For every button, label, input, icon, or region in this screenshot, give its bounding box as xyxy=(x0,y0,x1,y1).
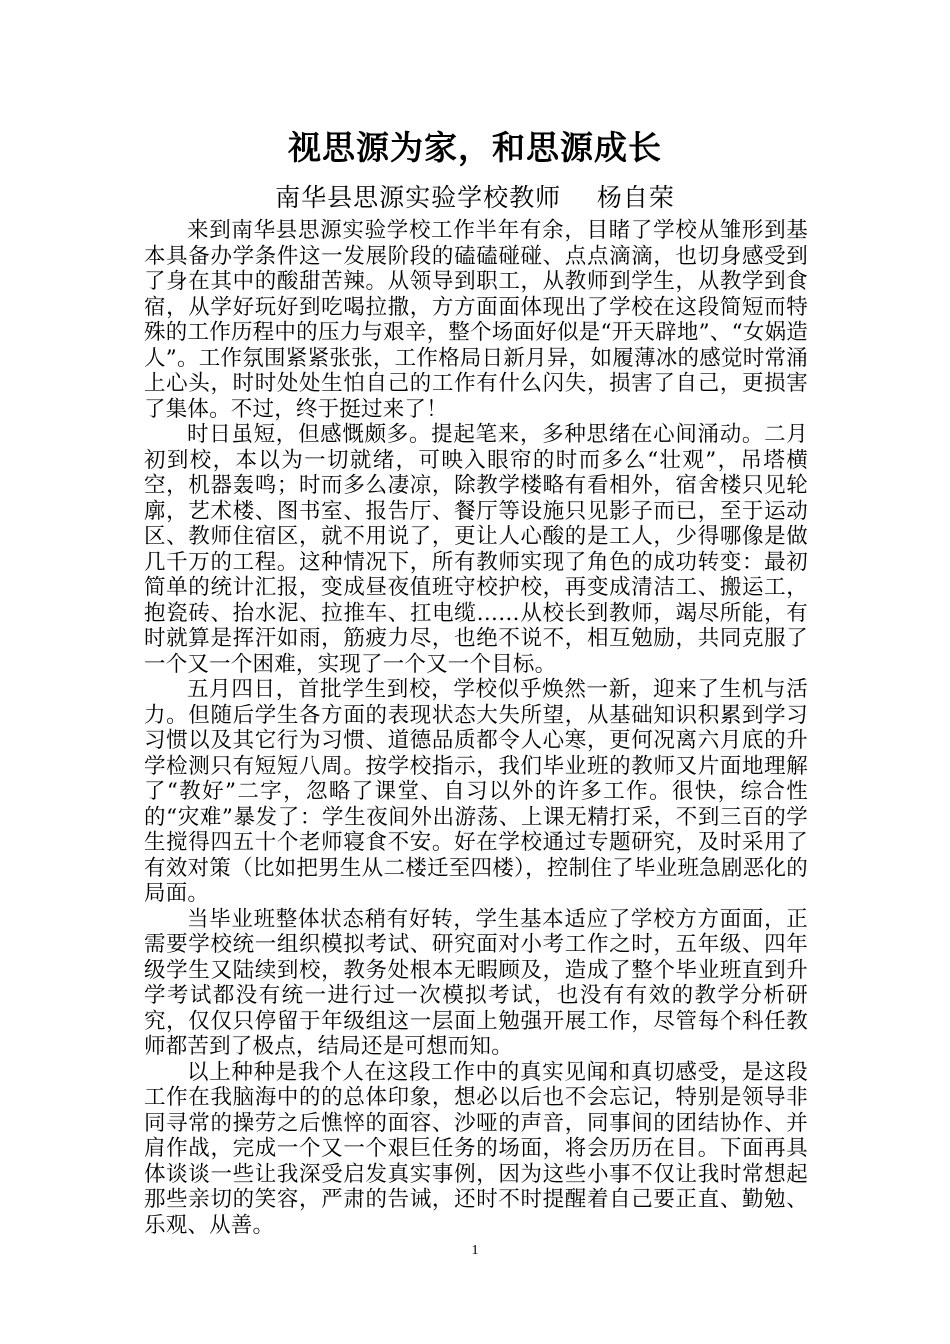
body-paragraph: 当毕业班整体状态稍有好转，学生基本适应了学校方方面面，正需要学校统一组织模拟考试、研究面对小考工作之时，五年级、四年级学生又陆续到校，教务处根本无暇顾及，造成了整个毕业班直到升学考试都没有统一进行过一次模拟考试，也没有有效的教学分析研究，仅仅只停留于年级组这一层面上勉强开展工作，尽管每个科任教师都苦到了极点，结局还是可想而知。 xyxy=(144,906,808,1059)
body-paragraph: 以上种种是我个人在这段工作中的真实见闻和真切感受，是这段工作在我脑海中的的总体印象，想必以后也不会忘记，特别是领导非同寻常的操劳之后憔悴的面容、沙哑的声音，同事间的团结协作、并肩作战，完成一个又一个艰巨任务的场面，将会历历在目。下面再具体谈谈一些让我深受启发真实事例，因为这些小事不仅让我时常想起那些亲切的笑容，严肃的告诫，还时不时提醒着自己要正直、勤勉、乐观、从善。 xyxy=(144,1059,808,1238)
page-number: 1 xyxy=(471,1243,479,1258)
body-paragraph: 来到南华县思源实验学校工作半年有余，目睹了学校从雏形到基本具备办学条件这一发展阶段的磕磕碰碰、点点滴滴，也切身感受到了身在其中的酸甜苦辣。从领导到职工，从教师到学生，从教学到食宿，从学好玩好到吃喝拉撒，方方面面体现出了学校在这段简短而特殊的工作历程中的压力与艰辛，整个场面好似是“开天辟地”、“女娲造人”。工作氛围紧紧张张，工作格局日新月异，如履薄冰的感觉时常涌上心头，时时处处生怕自己的工作有什么闪失，损害了自己，更损害了集体。不过，终于挺过来了！ xyxy=(144,218,808,422)
body-paragraph: 五月四日，首批学生到校，学校似乎焕然一新，迎来了生机与活力。但随后学生各方面的表现状态大失所望，从基础知识积累到学习习惯以及其它行为习惯、道德品质都令人心寒，更何况离六月底的升学检测只有短短八周。按学校指示，我们毕业班的教师又片面地理解了“教好”二字，忽略了课堂、自习以外的许多工作。很快，综合性的“灾难”暴发了：学生夜间外出游荡、上课无精打采，不到三百的学生搅得四五十个老师寝食不安。好在学校通过专题研究，及时采用了有效对策（比如把男生从二楼迁至四楼），控制住了毕业班急剧恶化的局面。 xyxy=(144,677,808,906)
body-paragraph: 时日虽短，但感慨颇多。提起笔来，多种思绪在心间涌动。二月初到校，本以为一切就绪，可映入眼帘的时而多么“壮观”，吊塔横空，机器轰鸣；时而多么凄凉，除教学楼略有看相外，宿舍楼只见轮廓，艺术楼、图书室、报告厅、餐厅等设施只见影子而已，至于运动区、教师住宿区，就不用说了，更让人心酸的是工人，少得哪像是做几千万的工程。这种情况下，所有教师实现了角色的成功转变：最初简单的统计汇报，变成昼夜值班守校护校，再变成清洁工、搬运工，抱瓷砖、抬水泥、拉推车、扛电缆……从校长到教师，竭尽所能，有时就算是挥汗如雨，筋疲力尽，也绝不说不，相互勉励，共同克服了一个又一个困难，实现了一个又一个目标。 xyxy=(144,422,808,677)
document-body xyxy=(144,218,808,1238)
document-title: 视思源为家，和思源成长 xyxy=(288,128,662,167)
author-byline: 南华县思源实验学校教师 杨自荣 xyxy=(275,183,675,212)
